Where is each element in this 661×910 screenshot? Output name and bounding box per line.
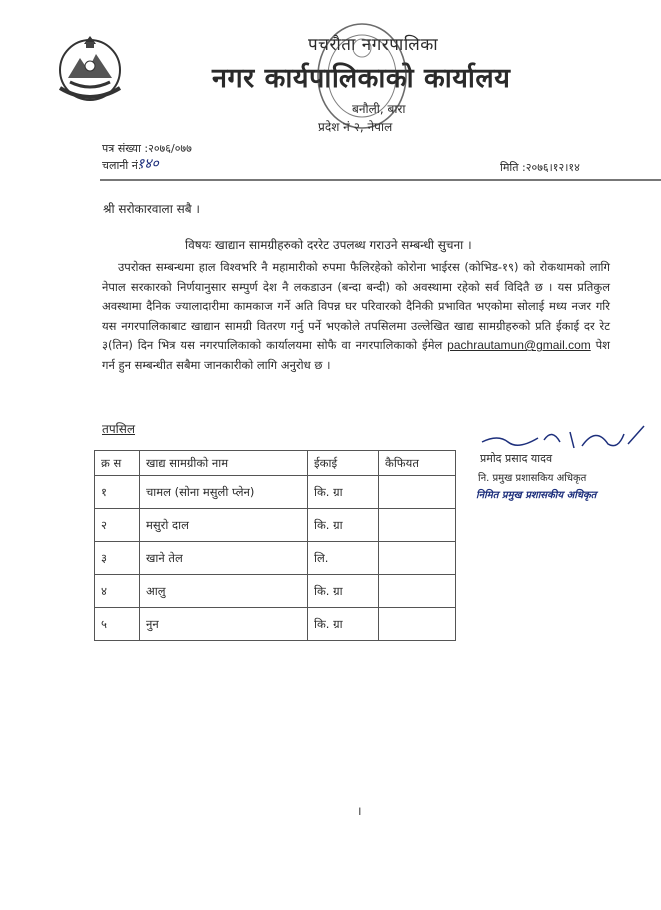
table-row <box>95 476 456 509</box>
office-province: प्रदेश नं २, नेपाल <box>318 120 393 134</box>
page-number: । <box>357 804 362 818</box>
row-item-name: आलु <box>140 575 308 608</box>
table-row <box>95 542 456 575</box>
row-remarks <box>379 509 456 542</box>
nepal-emblem-icon <box>50 32 130 104</box>
col-unit: ईकाई <box>308 451 379 476</box>
office-address: बनौली, बारा <box>352 102 406 116</box>
row-item-name: चामल (सोना मसुली प्लेन) <box>140 476 308 509</box>
row-unit: कि. ग्रा <box>308 509 379 542</box>
row-item-name: नुन <box>140 608 308 641</box>
items-table <box>94 450 456 641</box>
handwritten-signature <box>478 420 648 454</box>
col-serial: क्र स <box>95 451 140 476</box>
row-serial: ४ <box>95 575 140 608</box>
row-remarks <box>379 608 456 641</box>
row-remarks <box>379 575 456 608</box>
body-closing: पेश गर्न हुन सम्बन्धीत सबैमा जानकारीको लागि अनुरोध छ । <box>102 338 610 372</box>
row-serial: ३ <box>95 542 140 575</box>
dispatch-label: चलानी नं. <box>102 159 142 172</box>
dispatch-number: १४० <box>137 156 159 172</box>
row-unit: कि. ग्रा <box>308 476 379 509</box>
table-row <box>95 575 456 608</box>
office-seal-stamp <box>312 18 412 134</box>
row-unit: लि. <box>308 542 379 575</box>
reference-number: पत्र संख्या :२०७६/०७७ <box>102 142 192 155</box>
signatory-name: प्रमोद प्रसाद यादव <box>480 452 553 465</box>
row-unit: कि. ग्रा <box>308 575 379 608</box>
table-row <box>95 509 456 542</box>
header-divider <box>100 179 661 181</box>
letter-date: मिति :२०७६।१२।१४ <box>500 161 580 174</box>
row-remarks <box>379 476 456 509</box>
letter-body <box>102 258 610 375</box>
table-row <box>95 608 456 641</box>
col-remarks: कैफियत <box>379 451 456 476</box>
official-stamp-text: निमित प्रमुख प्रशासकीय अधिकृत <box>476 490 597 501</box>
row-unit: कि. ग्रा <box>308 608 379 641</box>
office-title: नगर कार्यपालिकाको कार्यालय <box>212 63 511 94</box>
row-serial: ५ <box>95 608 140 641</box>
row-serial: २ <box>95 509 140 542</box>
table-header-row <box>95 451 456 476</box>
col-item-name: खाद्य सामग्रीको नाम <box>140 451 308 476</box>
municipality-name: पचरौता नगरपालिका <box>308 35 439 55</box>
email-link[interactable]: pachrautamun@gmail.com <box>447 338 591 352</box>
row-item-name: मसुरो दाल <box>140 509 308 542</box>
row-serial: १ <box>95 476 140 509</box>
tapasil-heading: तपसिल <box>102 422 136 436</box>
salutation: श्री सरोकारवाला सबै । <box>103 202 200 216</box>
signatory-title: नि. प्रमुख प्रशासकिय अधिकृत <box>478 473 587 484</box>
body-paragraph: उपरोक्त सम्बन्धमा हाल विश्वभरि नै महामारीको रुपमा फैलिरहेको कोरोना भाईरस (कोभिड-१९) को रोकथामको लागि नेपाल सरकारको निर्णयानुसार सम्पुर्ण देश नै लकडाउन (बन्दा बन्दी) को अवस्थामा रहेको सर्व विदितै छ । यस प्रतिकुल अवस्थामा दैनिक ज्यालादारीमा कामकाज गर्ने अति विपन्न घर परिवारको दैनिकी प्रभावित भएकोमा सोलाई मध्य नजर गरि यस नगरपालिकाबाट खाद्यान सामग्री वितरण गर्नु पर्ने भएकोले तपसिलमा उल्लेखित खाद्य सामग्रीहरुको प्रति ईकाई दर रेट ३(तिन) दिन भित्र यस नगरपालिकाको कार्यालयमा सोफै वा नगरपालिकाको ईमेल <box>102 260 610 352</box>
row-remarks <box>379 542 456 575</box>
row-item-name: खाने तेल <box>140 542 308 575</box>
subject-line: विषयः खाद्यान सामग्रीहरुको दररेट उपलब्ध गराउने सम्बन्धी सुचना । <box>185 238 472 252</box>
